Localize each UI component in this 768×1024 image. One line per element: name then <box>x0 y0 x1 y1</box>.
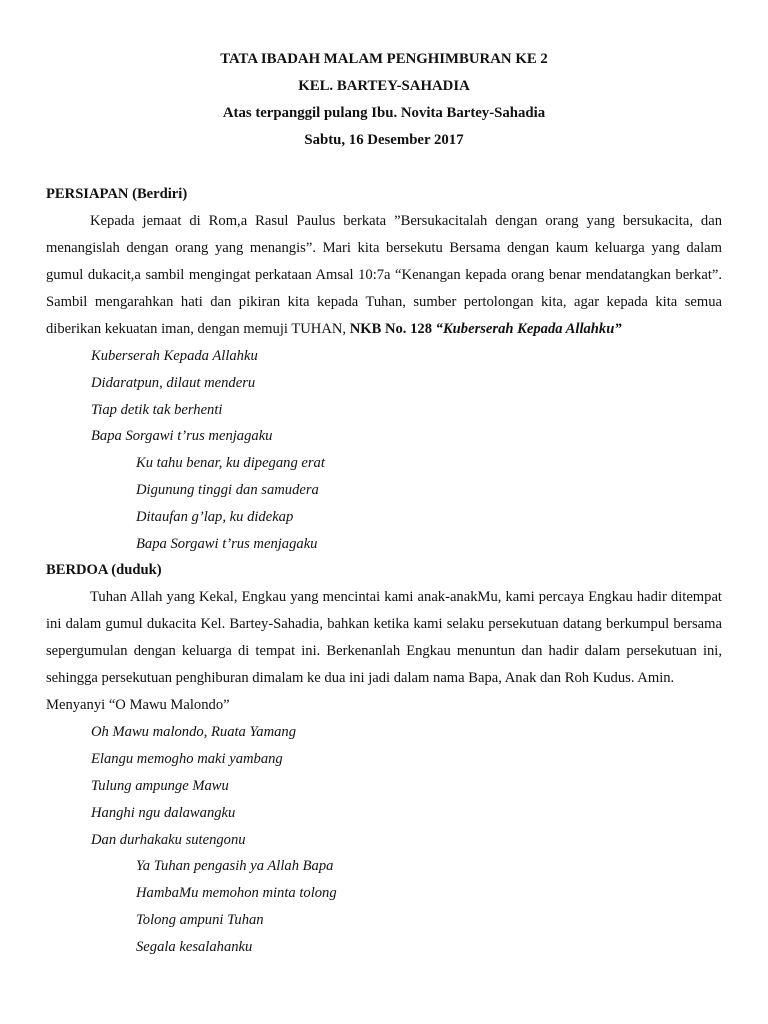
song-title: “Kuberserah Kepada Allahku” <box>435 321 622 337</box>
verse-line: Oh Mawu malondo, Ruata Yamang <box>91 724 297 741</box>
header-family: KEL. BARTEY-SAHADIA <box>298 78 470 94</box>
section-heading-berdoa: BERDOA (duduk) <box>46 562 162 579</box>
persiapan-paragraph <box>46 208 722 343</box>
verse-line: Kuberserah Kepada Allahku <box>91 348 258 364</box>
chorus-line: Ya Tuhan pengasih ya Allah Bapa <box>136 858 334 875</box>
verse-line: Elangu memogho maki yambang <box>91 751 283 768</box>
chorus-line: Segala kesalahanku <box>136 938 253 955</box>
song-verse-kuberserah <box>46 343 722 557</box>
spacer <box>46 154 722 181</box>
chorus-line: Ditaufan g’lap, ku didekap <box>136 508 294 525</box>
header-deceased: Atas terpanggil pulang Ibu. Novita Bartey-Sahadia <box>222 105 546 121</box>
section-heading-persiapan: PERSIAPAN (Berdiri) <box>46 186 188 202</box>
verse-line: Bapa Sorgawi t’rus menjagaku <box>91 428 273 445</box>
sing-label: Menyanyi “O Mawu Malondo” <box>46 697 230 714</box>
verse-line: Tulung ampunge Mawu <box>91 777 229 794</box>
chorus-line: Bapa Sorgawi t’rus menjagaku <box>136 535 318 552</box>
verse-line: Dan durhakaku sutengonu <box>91 831 246 848</box>
document-header <box>46 0 722 154</box>
song-verse-o-mawu-malondo <box>46 719 722 960</box>
song-reference: NKB No. 128 <box>349 321 436 337</box>
persiapan-text: Kepada jemaat di Rom,a Rasul Paulus berkata ”Bersukacitalah dengan orang yang bersukacita, dan menangislah dengan orang yang menangis”. Mari kita bersekutu Bersama dengan kaum keluarga yang dalam gumul dukacit,a sambil mengingat perkataan Amsal 10:7a “Kenangan kepada orang benar mendatangkan berkat”. Sambil mengarahkan hati dan pikiran kita kepada Tuhan, sumber pertolongan kita, agar kepada kita semua diberikan kekuatan iman, dengan memuji TUHAN, <box>46 213 722 337</box>
header-title: TATA IBADAH MALAM PENGHIMBURAN KE 2 <box>220 51 548 67</box>
chorus-line: Ku tahu benar, ku dipegang erat <box>136 455 325 472</box>
chorus-line: HambaMu memohon minta tolong <box>136 885 337 902</box>
prayer-paragraph: Tuhan Allah yang Kekal, Engkau yang mencintai kami anak-anakMu, kami percaya Engkau hadir ditempat ini dalam gumul dukacita Kel. Bartey-Sahadia, bahkan ketika kami selaku persekutuan datang berkumpul bersama sepergumulan dengan keluarga di tempat ini. Berkenanlah Engkau menuntun dan hadir dalam persekutuan ini, sehingga persekutuan penghiburan dimalam ke dua ini jadi dalam nama Bapa, Anak dan Roh Kudus. Amin. <box>46 589 722 687</box>
chorus-line: Tolong ampuni Tuhan <box>136 911 264 928</box>
verse-line: Tiap detik tak berhenti <box>91 401 223 418</box>
header-date: Sabtu, 16 Desember 2017 <box>304 132 464 148</box>
verse-line: Didaratpun, dilaut menderu <box>91 374 256 391</box>
chorus-line: Digunung tinggi dan samudera <box>136 481 319 498</box>
verse-line: Hanghi ngu dalawangku <box>91 804 236 821</box>
